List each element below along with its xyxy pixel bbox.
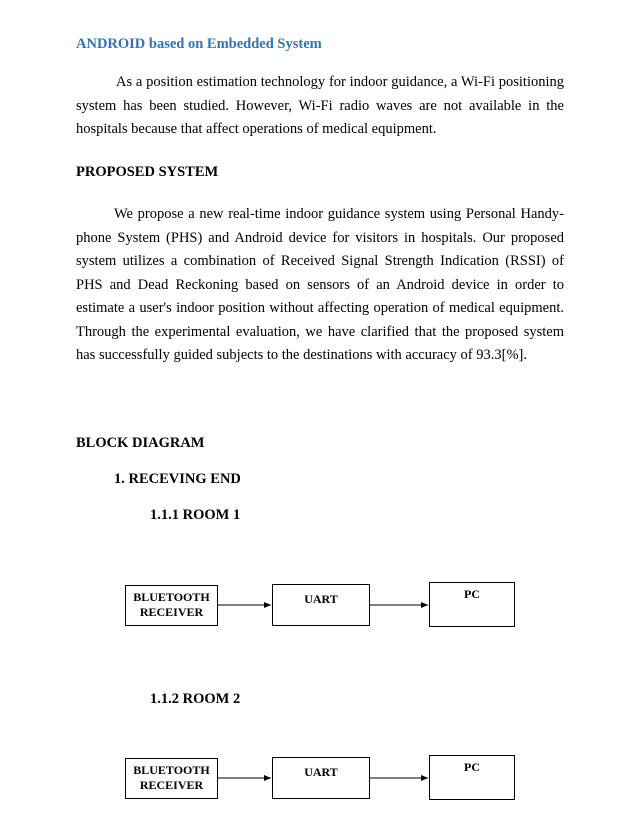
pc-block xyxy=(429,755,515,800)
bluetooth-receiver-label-line2: RECEIVER xyxy=(139,778,204,792)
bluetooth-receiver-label-line2: RECEIVER xyxy=(139,605,204,619)
room-2-heading: 1.1.2 ROOM 2 xyxy=(150,691,241,707)
pc-block xyxy=(429,582,515,627)
pc-label: PC xyxy=(464,587,480,601)
bluetooth-receiver-label-line1: BLUETOOTH xyxy=(133,763,210,777)
receiving-end-heading: 1. RECEVING END xyxy=(114,471,241,487)
pc-label: PC xyxy=(464,760,480,774)
room-2-block-diagram xyxy=(0,748,638,808)
proposed-system-heading: PROPOSED SYSTEM xyxy=(76,164,219,180)
uart-block xyxy=(272,584,370,626)
uart-block xyxy=(272,757,370,799)
bluetooth-receiver-block xyxy=(125,585,218,626)
block-diagram-heading: BLOCK DIAGRAM xyxy=(76,435,205,451)
bluetooth-receiver-label-line1: BLUETOOTH xyxy=(133,590,210,604)
room-1-block-diagram xyxy=(0,575,638,635)
intro-paragraph: As a position estimation technology for indoor guidance, a Wi-Fi positioning system has been studied. However, Wi-Fi radio waves are not available in the hospitals because that affect operations of medical equipment. xyxy=(76,74,564,137)
bluetooth-receiver-block xyxy=(125,758,218,799)
document-title: ANDROID based on Embedded System xyxy=(76,36,322,52)
uart-label: UART xyxy=(304,592,338,606)
room-1-heading: 1.1.1 ROOM 1 xyxy=(150,507,241,523)
proposed-system-paragraph: We propose a new real-time indoor guidance system using Personal Handy-phone System (PHS) and Android device for visitors in hospitals. Our proposed system utilizes a combination of Received Signal Strength Indication (RSSI) of PHS and Dead Reckoning based on sensors of an Android device in order to estimate a user's indoor position without affecting operation of medical equipment. Through the experimental evaluation, we have clarified that the proposed system has successfully guided subjects to the destinations with accuracy of 93.3[%]. xyxy=(76,206,564,363)
uart-label: UART xyxy=(304,765,338,779)
